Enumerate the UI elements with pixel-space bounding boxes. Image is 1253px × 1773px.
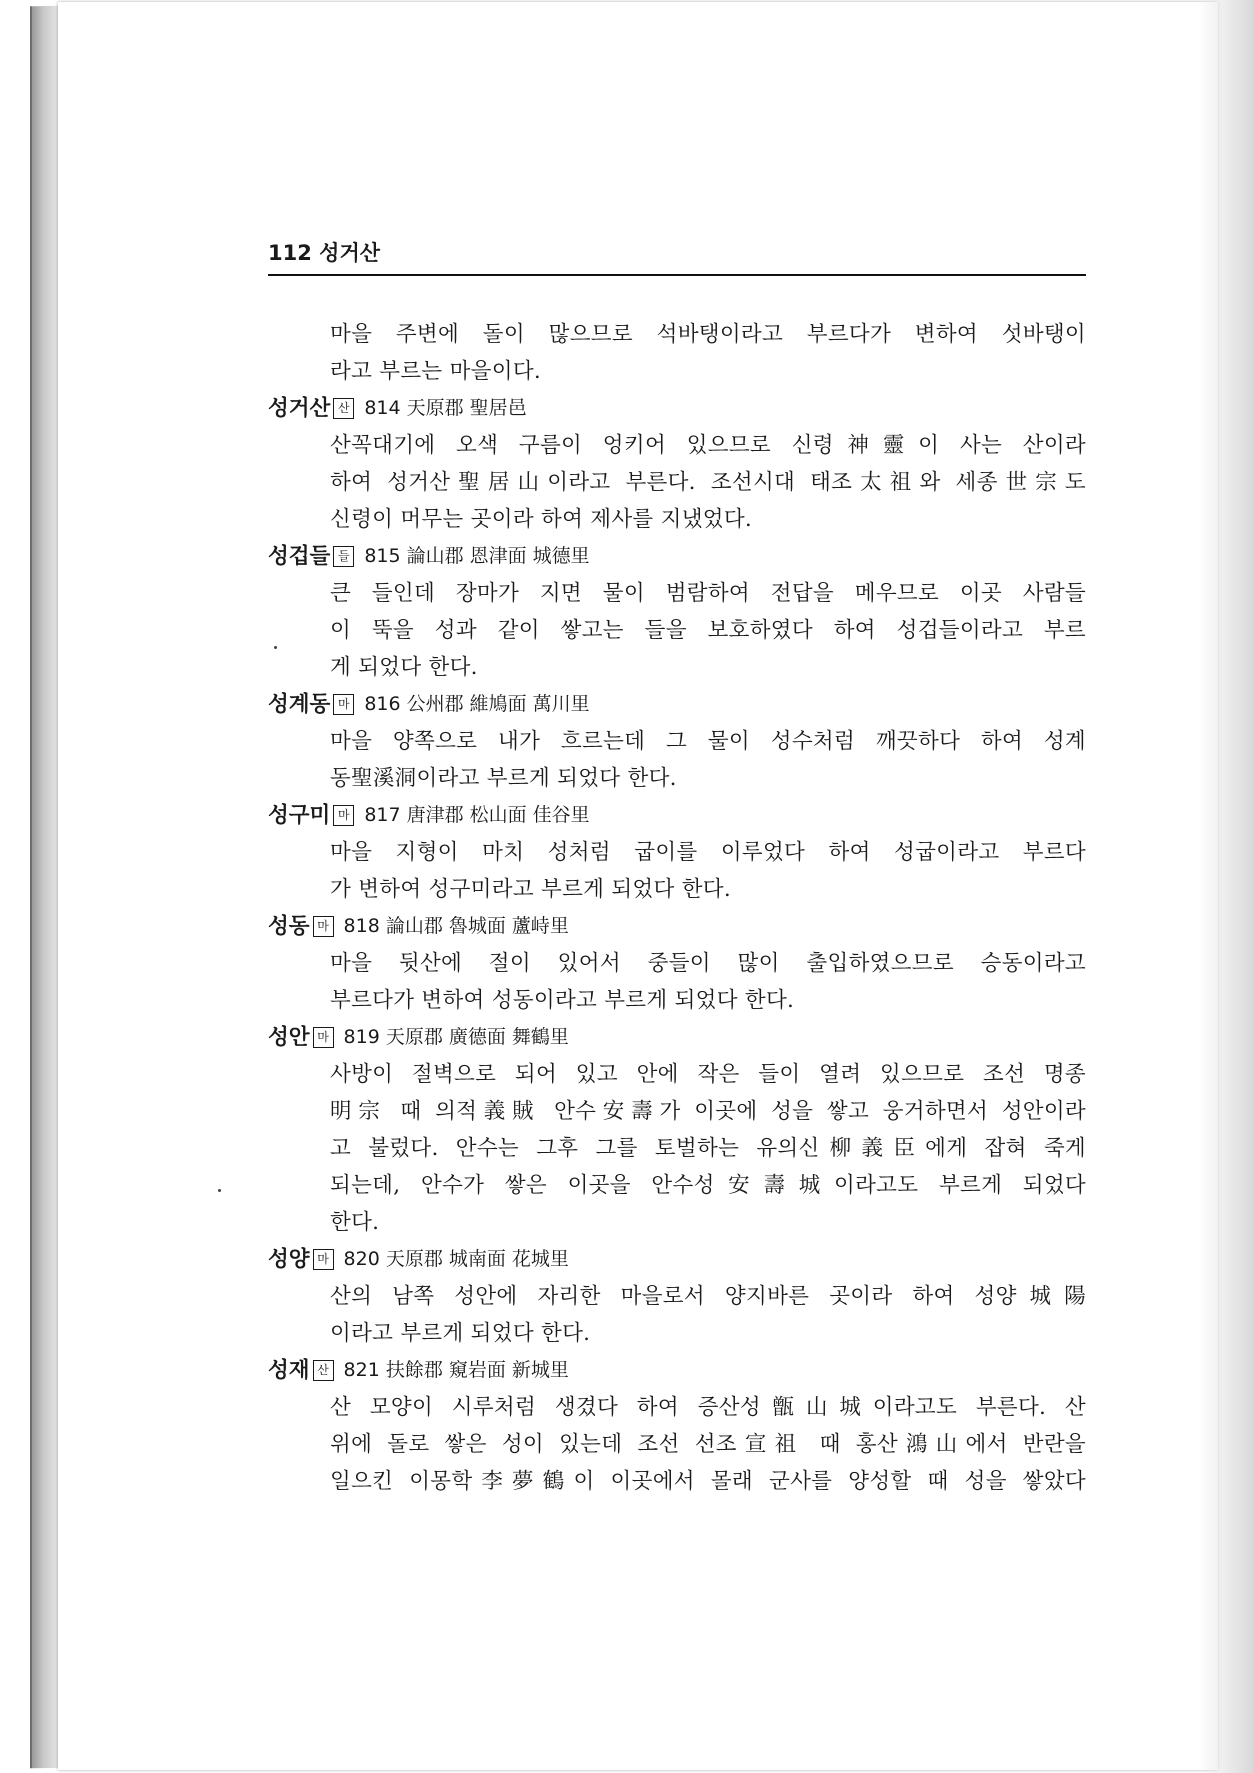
- entry-text-line: 산의 남쪽 성안에 자리한 마을로서 양지바른 곳이라 하여 성양城陽: [330, 1284, 1086, 1309]
- entry-text-line: 明宗 때 의적義賊 안수安壽가 이곳에 성을 쌓고 웅거하면서 성안이라: [330, 1099, 1086, 1124]
- entry-name: 성안: [268, 1025, 310, 1050]
- entry-text-line: 가 변하여 성구미라고 부르게 되었다 한다.: [330, 877, 731, 902]
- entry-text-line: 위에 돌로 쌓은 성이 있는데 조선 선조宣祖 때 홍산鴻山에서 반란을: [330, 1432, 1086, 1457]
- dictionary-entry: [268, 1352, 1086, 1500]
- entry-heading: [268, 538, 1086, 575]
- entry-type-badge: 산: [333, 398, 354, 419]
- entry-type-badge: 마: [333, 694, 354, 715]
- entry-name: 성계동: [268, 692, 331, 717]
- entry-text-line: 사방이 절벽으로 되어 있고 안에 작은 들이 열려 있으므로 조선 명종: [330, 1062, 1086, 1087]
- entry-text-line: 산꼭대기에 오색 구름이 엉키어 있으므로 신령神靈이 사는 산이라: [330, 433, 1086, 458]
- entry-number: 821: [343, 1359, 380, 1381]
- dictionary-entry: [268, 908, 1086, 1019]
- entry-name: 성구미: [268, 803, 331, 828]
- entry-location-line: [344, 1019, 569, 1056]
- entry-type-badge: 산: [313, 1360, 334, 1381]
- entry-type-badge: 마: [313, 1249, 334, 1270]
- entry-number: 820: [343, 1248, 380, 1270]
- entry-text-line: 한다.: [330, 1210, 380, 1235]
- entry-location: 天原郡 廣德面 舞鶴里: [385, 1026, 569, 1048]
- entry-heading: [268, 1019, 1086, 1056]
- entry-heading: [268, 908, 1086, 945]
- entry-text-line: 고 불렀다. 안수는 그후 그를 토벌하는 유의신柳義臣에게 잡혀 죽게: [330, 1136, 1086, 1161]
- entry-type-badge: 마: [313, 916, 334, 937]
- entry-location-line: [344, 1352, 569, 1389]
- entry-text-line: 큰 들인데 장마가 지면 물이 범람하여 전답을 메우므로 이곳 사람들: [330, 581, 1086, 606]
- entry-text-line: 라고 부르는 마을이다.: [330, 359, 542, 384]
- dictionary-entry: [268, 797, 1086, 908]
- entry-location: 唐津郡 松山面 佳谷里: [406, 804, 590, 826]
- entry-text-line: 산 모양이 시루처럼 생겼다 하여 증산성甑山城이라고도 부른다. 산: [330, 1395, 1086, 1420]
- entry-type-badge: 마: [333, 805, 354, 826]
- entry-name: 성재: [268, 1358, 310, 1383]
- entry-text-line: 마을 지형이 마치 성처럼 굽이를 이루었다 하여 성굽이라고 부르다: [330, 840, 1086, 865]
- dictionary-content: [268, 316, 1086, 1500]
- entry-heading: [268, 1241, 1086, 1278]
- entry-number: 815: [364, 545, 401, 567]
- dictionary-entry: [268, 1241, 1086, 1352]
- entry-location-line: [344, 1241, 569, 1278]
- entry-heading: [268, 797, 1086, 834]
- dictionary-entry: [268, 1019, 1086, 1241]
- dictionary-entry: [268, 316, 1086, 390]
- entry-name: 성양: [268, 1247, 310, 1272]
- entry-text-line: 일으킨 이몽학李夢鶴이 이곳에서 몰래 군사를 양성할 때 성을 쌓았다: [330, 1469, 1086, 1494]
- entry-heading: [268, 1352, 1086, 1389]
- entry-name: 성동: [268, 914, 310, 939]
- entry-name: 성겁들: [268, 544, 331, 569]
- entry-location-line: [364, 797, 589, 834]
- entry-text-line: 게 되었다 한다.: [330, 655, 478, 680]
- entry-heading: [268, 390, 1086, 427]
- entry-text-line: 이라고 부르게 되었다 한다.: [330, 1321, 591, 1346]
- page-shadow: [1198, 0, 1253, 1773]
- entry-location: 天原郡 城南面 花城里: [385, 1248, 569, 1270]
- entry-type-badge: 들: [333, 546, 354, 567]
- entry-number: 816: [364, 693, 401, 715]
- entry-location-line: [364, 390, 526, 427]
- entry-name: 성거산: [268, 396, 331, 421]
- speck: [218, 1189, 221, 1192]
- entry-number: 819: [343, 1026, 380, 1048]
- dictionary-entry: [268, 390, 1086, 538]
- entry-location: 論山郡 魯城面 蘆峙里: [385, 915, 569, 937]
- entry-text-line: 하여 성거산聖居山이라고 부른다. 조선시대 태조太祖와 세종世宗도: [330, 470, 1086, 495]
- entry-location: 公州郡 維鳩面 萬川里: [406, 693, 590, 715]
- entry-location-line: [344, 908, 569, 945]
- entry-text-line: 신령이 머무는 곳이라 하여 제사를 지냈었다.: [330, 507, 753, 532]
- dictionary-entry: [268, 686, 1086, 797]
- entry-text-line: 마을 양쪽으로 내가 흐르는데 그 물이 성수처럼 깨끗하다 하여 성계: [330, 729, 1086, 754]
- entry-text-line: 되는데, 안수가 쌓은 이곳을 안수성安壽城이라고도 부르게 되었다: [330, 1173, 1086, 1198]
- entry-type-badge: 마: [313, 1027, 334, 1048]
- entry-text-line: 마을 뒷산에 절이 있어서 중들이 많이 출입하였으므로 승동이라고: [330, 951, 1086, 976]
- entry-number: 817: [364, 804, 401, 826]
- entry-number: 818: [343, 915, 380, 937]
- entry-location: 論山郡 恩津面 城德里: [406, 545, 590, 567]
- page-header: [268, 238, 1086, 276]
- header-title: 성거산: [319, 241, 381, 265]
- page-number: 112: [268, 241, 312, 265]
- entry-location: 扶餘郡 窺岩面 新城里: [385, 1359, 569, 1381]
- entry-location-line: [364, 686, 589, 723]
- entry-text-line: 마을 주변에 돌이 많으므로 석바탱이라고 부르다가 변하여 섯바탱이: [330, 322, 1086, 347]
- entry-text-line: 부르다가 변하여 성동이라고 부르게 되었다 한다.: [330, 988, 795, 1013]
- dictionary-entry: [268, 538, 1086, 686]
- entry-text-line: 이 뚝을 성과 같이 쌓고는 들을 보호하였다 하여 성겁들이라고 부르: [330, 618, 1086, 643]
- entry-number: 814: [364, 397, 401, 419]
- entry-heading: [268, 686, 1086, 723]
- entry-location: 天原郡 聖居邑: [406, 397, 527, 419]
- entry-text-line: 동聖溪洞이라고 부르게 되었다 한다.: [330, 766, 677, 791]
- entry-location-line: [364, 538, 589, 575]
